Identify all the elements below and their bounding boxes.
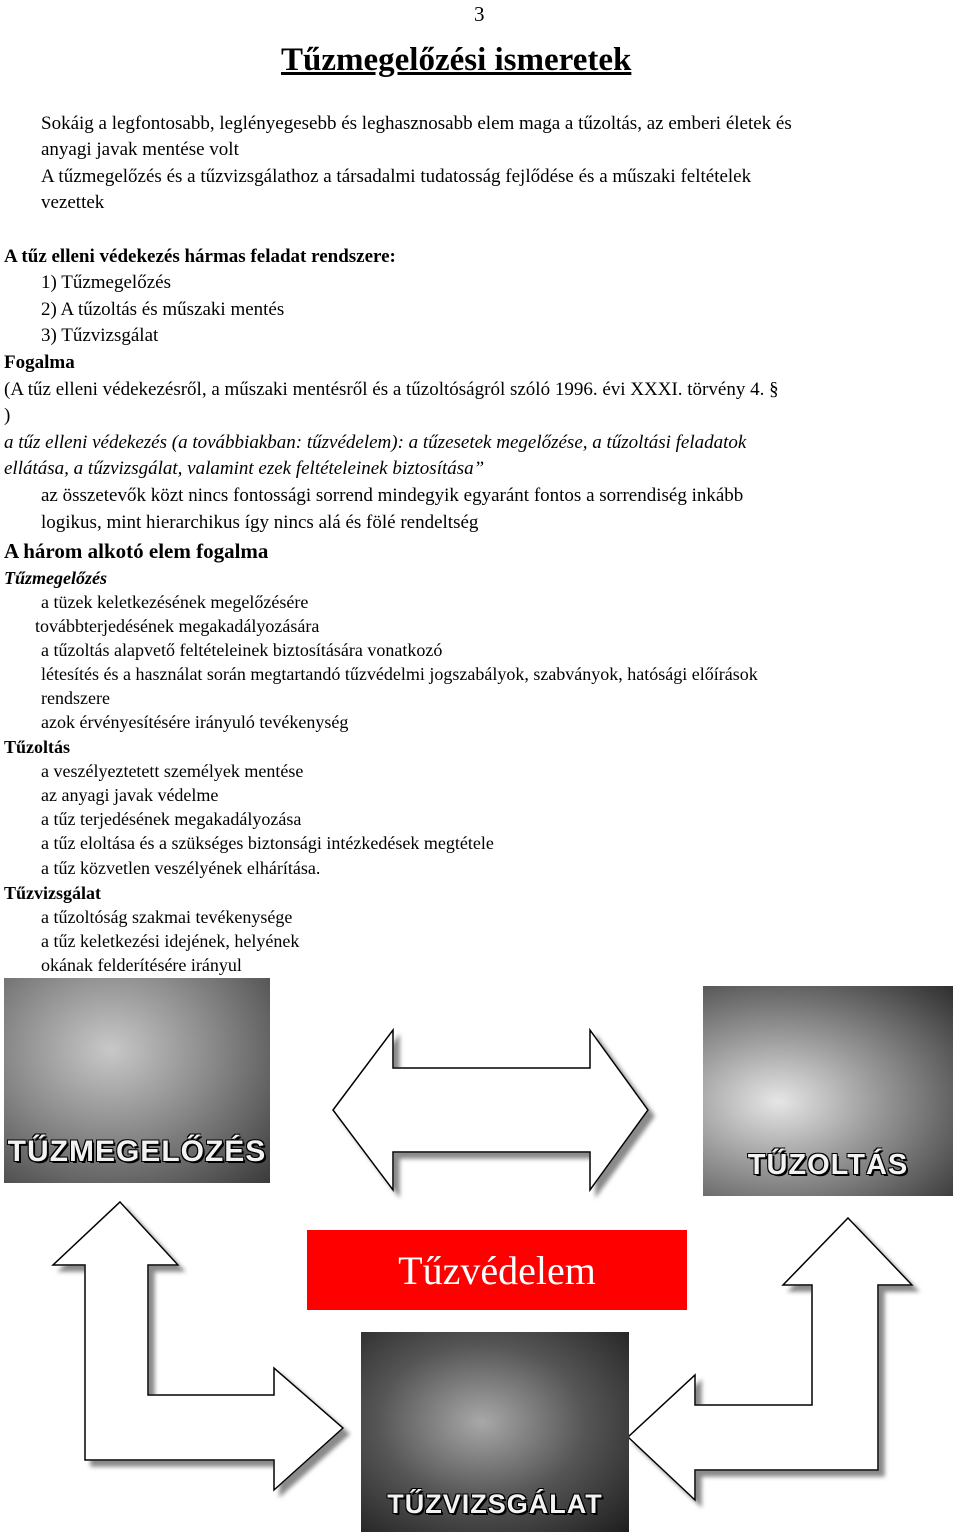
triple-heading: A tűz elleni védekezés hármas feladat rendszere: [4,246,396,267]
firefighting-line: a tűz közvetlen veszélyének elhárítása. [41,858,321,878]
firefighting-line: a tűz eloltása és a szükséges biztonsági intézkedések megtétele [41,833,494,853]
intro-line: vezettek [41,192,105,213]
intro-line: Sokáig a legfontosabb, leglényegesebb és leghasznosabb elem maga a tűzoltás, az emberi életek és [41,113,792,134]
three-elements-heading: A három alkotó elem fogalma [4,539,269,563]
concept-note: logikus, mint hierarchikus így nincs alá és fölé rendeltség [41,512,479,533]
prevention-heading: Tűzmegelőzés [4,568,107,588]
prevention-line: azok érvényesítésére irányuló tevékenység [41,712,349,732]
prevention-line: a tüzek keletkezésének megelőzésére [41,592,309,612]
photo-firefighting-caption: TŰZOLTÁS [747,1149,909,1181]
photo-prevention-caption: TŰZMEGELŐZÉS [7,1135,267,1168]
page-title: Tűzmegelőzési ismeretek [281,42,632,78]
investigation-line: okának felderítésére irányul [41,955,242,975]
firefighting-line: a tűz terjedésének megakadályozása [41,809,302,829]
photo-investigation-caption: TŰZVIZSGÁLAT [387,1489,603,1519]
photo-prevention [4,978,270,1183]
intro-line: A tűzmegelőzés és a tűzvizsgálathoz a társadalmi tudatosság fejlődése és a műszaki feltételek [41,166,752,187]
concept-source: ) [4,405,11,426]
firefighting-line: a veszélyeztetett személyek mentése [41,761,304,781]
prevention-line: a tűzoltás alapvető feltételeinek biztosítására vonatkozó [41,640,443,660]
page-number: 3 [474,2,485,26]
concept-note: az összetevők közt nincs fontossági sorrend mindegyik egyaránt fontos a sorrendiség inkább [41,485,744,506]
prevention-line: továbbterjedésének megakadályozására [35,616,320,636]
prevention-line: rendszere [41,688,110,708]
horizontal-double-arrow [333,1030,648,1190]
intro-line: anyagi javak mentése volt [41,139,239,160]
investigation-line: a tűzoltóság szakmai tevékenysége [41,907,293,927]
concept-definition: ellátása, a tűzvizsgálat, valamint ezek feltételeinek biztosítása” [4,458,485,479]
triple-item: 2) A tűzoltás és műszaki mentés [41,299,285,320]
center-banner: Tűzvédelem [307,1230,687,1310]
concept-heading: Fogalma [4,352,75,373]
triple-item: 1) Tűzmegelőzés [41,272,171,293]
photo-firefighting [703,986,953,1196]
firefighting-heading: Tűzoltás [4,737,71,757]
photo-investigation [361,1332,629,1532]
investigation-heading: Tűzvizsgálat [4,883,101,903]
concept-definition: a tűz elleni védekezés (a továbbiakban: tűzvédelem): a tűzesetek megelőzése, a tűzoltási feladatok [4,432,747,453]
triple-item: 3) Tűzvizsgálat [41,325,159,346]
investigation-line: a tűz keletkezési idejének, helyének [41,931,300,951]
prevention-line: létesítés és a használat során megtartandó tűzvédelmi jogszabályok, szabványok, hatósági előírások [41,664,758,684]
left-diagonal-arrow [53,1202,343,1490]
concept-source: (A tűz elleni védekezésről, a műszaki mentésről és a tűzoltóságról szóló 1996. évi XXXI. törvény 4. § [4,379,779,400]
firefighting-line: az anyagi javak védelme [41,785,219,805]
